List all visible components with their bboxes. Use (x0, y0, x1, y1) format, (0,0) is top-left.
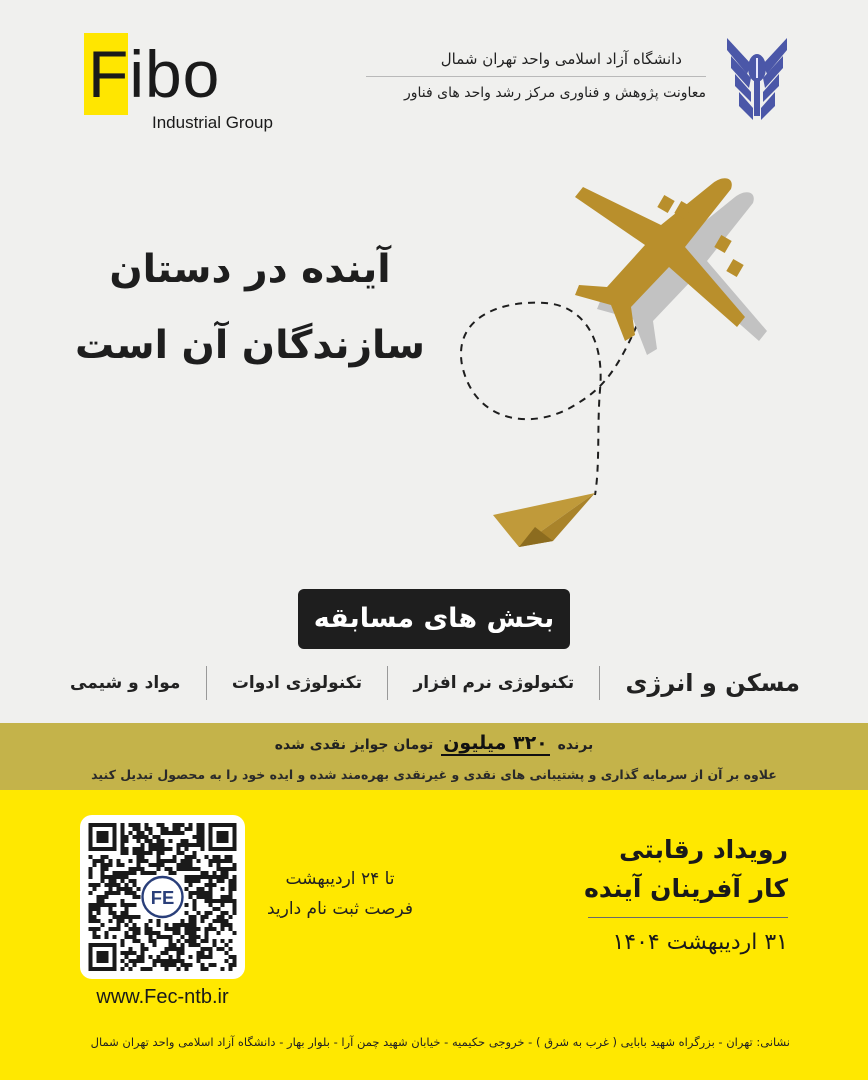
slogan-line-2: سازندگان آن است (74, 323, 426, 368)
prize-suffix: تومان جوایز نقدی شده (274, 737, 434, 753)
qr-code-card[interactable] (80, 815, 245, 979)
qr-center-logo: FE (150, 886, 175, 908)
address: نشانی: تهران - بزرگراه شهید بابایی ( غرب به شرق ) - خروجی حکیمیه - خیابان شهید چمن آرا - بلوار بهار - دانشگاه آزاد اسلامی واحد تهران شمال (90, 1035, 790, 1049)
deadline-line-2: فرصت ثبت نام دارید (267, 899, 413, 919)
event-date: ۳۱ اردیبهشت ۱۴۰۴ (612, 930, 788, 955)
fibo-logo (84, 33, 294, 138)
category-divider (387, 666, 388, 700)
university-block (366, 48, 706, 104)
paper-plane-icon (493, 493, 595, 547)
prize-prefix: برنده (557, 737, 594, 753)
category-materials: مواد و شیمی (70, 673, 181, 693)
deadline-line-1: تا ۲۴ اردیبهشت (285, 869, 395, 889)
category-software: تکنولوژی نرم افزار (413, 673, 575, 693)
university-name: دانشگاه آزاد اسلامی واحد تهران شمال (440, 50, 682, 68)
airplane-icon (575, 178, 745, 341)
logo-subtitle: Industrial Group (152, 113, 273, 132)
category-divider (206, 666, 207, 700)
category-list (70, 660, 800, 706)
university-emblem-icon (727, 34, 787, 126)
registration-deadline (240, 864, 440, 924)
category-devices: تکنولوژی ادوات (231, 673, 363, 693)
slogan-line-1: آینده در دستان (109, 247, 391, 292)
header-divider (366, 76, 706, 77)
category-divider (599, 666, 600, 700)
slogan (60, 232, 440, 384)
event-divider (588, 917, 788, 918)
event-title-line-1: رویداد رقابتی (619, 835, 788, 864)
prize-line (0, 730, 868, 758)
prize-amount: ۳۲۰ میلیون (443, 732, 548, 754)
event-block (528, 830, 788, 958)
category-housing-energy: مسکن و انرژی (625, 669, 800, 697)
prize-band (0, 723, 868, 790)
website-link[interactable]: www.Fec-ntb.ir (96, 986, 229, 1008)
event-title-line-2: کار آفرینان آینده (584, 874, 788, 903)
sections-badge: بخش های مسابقه (298, 589, 570, 649)
plane-illustration (455, 175, 785, 560)
logo-word: Fibo (88, 37, 221, 111)
qr-code-icon[interactable] (88, 823, 237, 971)
dashed-flight-path-icon (461, 303, 637, 495)
department-name: معاونت پژوهش و فناوری مرکز رشد واحد های فناور (404, 85, 706, 101)
support-text: علاوه بر آن از سرمایه گذاری و پشتیبانی های نقدی و غیرنقدی بهره‌مند شده و ایده خود را به محصول تبدیل کنید (91, 767, 777, 782)
